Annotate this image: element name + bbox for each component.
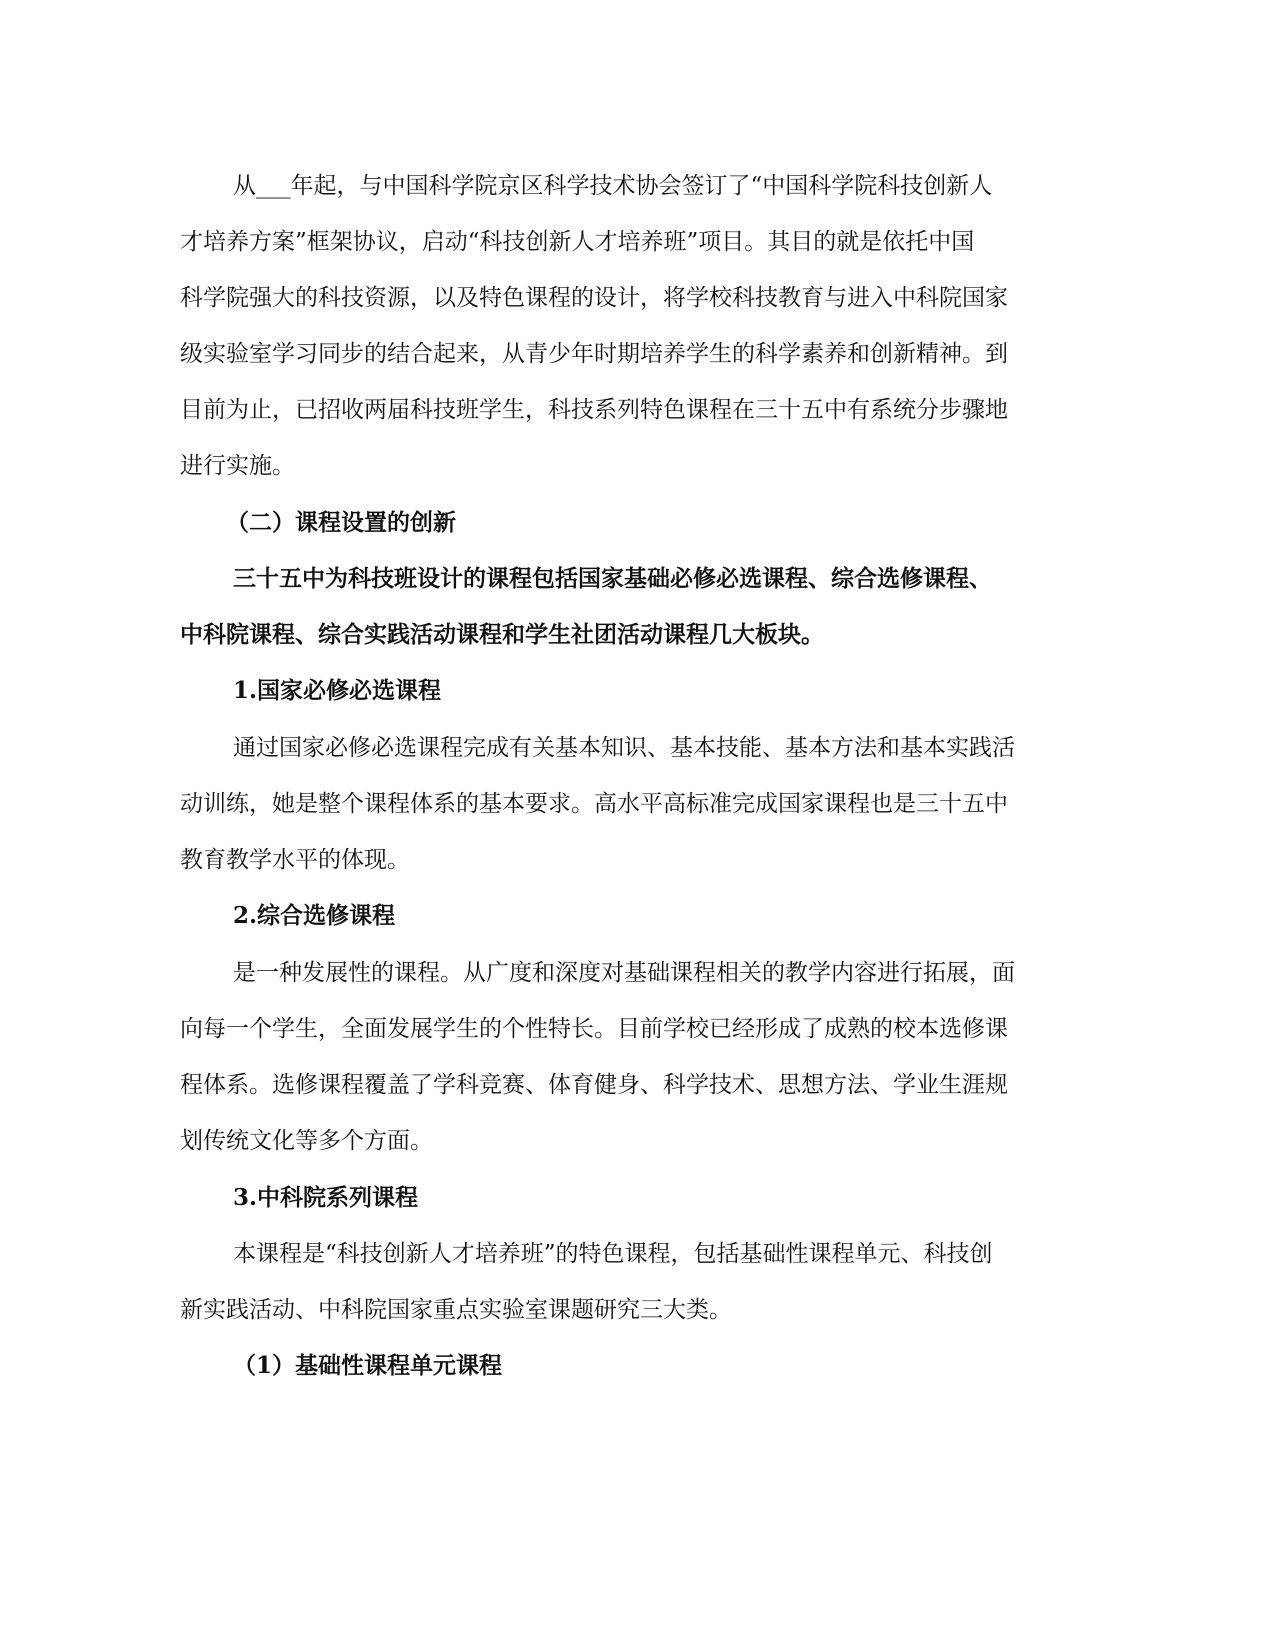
paragraph-line: 程体系。选修课程覆盖了学科竞赛、体育健身、科学技术、思想方法、学业生涯规 [180, 1072, 1008, 1098]
paragraph-line: 目前为止，已招收两届科技班学生，科技系列特色课程在三十五中有系统分步骤地 [180, 397, 1008, 423]
paragraph-line: 向每一个学生，全面发展学生的个性特长。目前学校已经形成了成熟的校本选修课 [180, 1016, 1008, 1042]
paragraph-line: 级实验室学习同步的结合起来，从青少年时期培养学生的科学素养和创新精神。到 [180, 341, 1008, 367]
paragraph-line: 是一种发展性的课程。从广度和深度对基础课程相关的教学内容进行拓展，面 [233, 960, 1015, 986]
paragraph-line: 三十五中为科技班设计的课程包括国家基础必修必选课程、综合选修课程、 [233, 565, 992, 592]
subsection-heading: 1.国家必修必选课程 [233, 677, 442, 704]
paragraph-line: 从___年起，与中国科学院京区科学技术协会签订了“中国科学院科技创新人 [233, 173, 993, 199]
paragraph-line: 科学院强大的科技资源，以及特色课程的设计，将学校科技教育与进入中科院国家 [180, 285, 1008, 311]
paragraph-line: 划传统文化等多个方面。 [180, 1128, 433, 1154]
paragraph-line: 通过国家必修必选课程完成有关基本知识、基本技能、基本方法和基本实践活 [233, 735, 1015, 761]
subsection-heading: 2.综合选修课程 [233, 902, 396, 929]
paragraph-line: 中科院课程、综合实践活动课程和学生社团活动课程几大板块。 [180, 621, 824, 648]
subsection-heading: 3.中科院系列课程 [233, 1184, 419, 1211]
paragraph-line: 动训练，她是整个课程体系的基本要求。高水平高标准完成国家课程也是三十五中 [180, 791, 1008, 817]
paragraph-line: 进行实施。 [180, 453, 295, 479]
paragraph-line: 教育教学水平的体现。 [180, 847, 410, 873]
paragraph-line: 本课程是“科技创新人才培养班”的特色课程，包括基础性课程单元、科技创 [233, 1241, 993, 1267]
section-heading: （二）课程设置的创新 [226, 509, 456, 536]
subsection-heading: （1）基础性课程单元课程 [233, 1352, 503, 1379]
paragraph-line: 才培养方案”框架协议，启动“科技创新人才培养班”项目。其目的就是依托中国 [180, 229, 975, 255]
paragraph-line: 新实践活动、中科院国家重点实验室课题研究三大类。 [180, 1297, 732, 1323]
